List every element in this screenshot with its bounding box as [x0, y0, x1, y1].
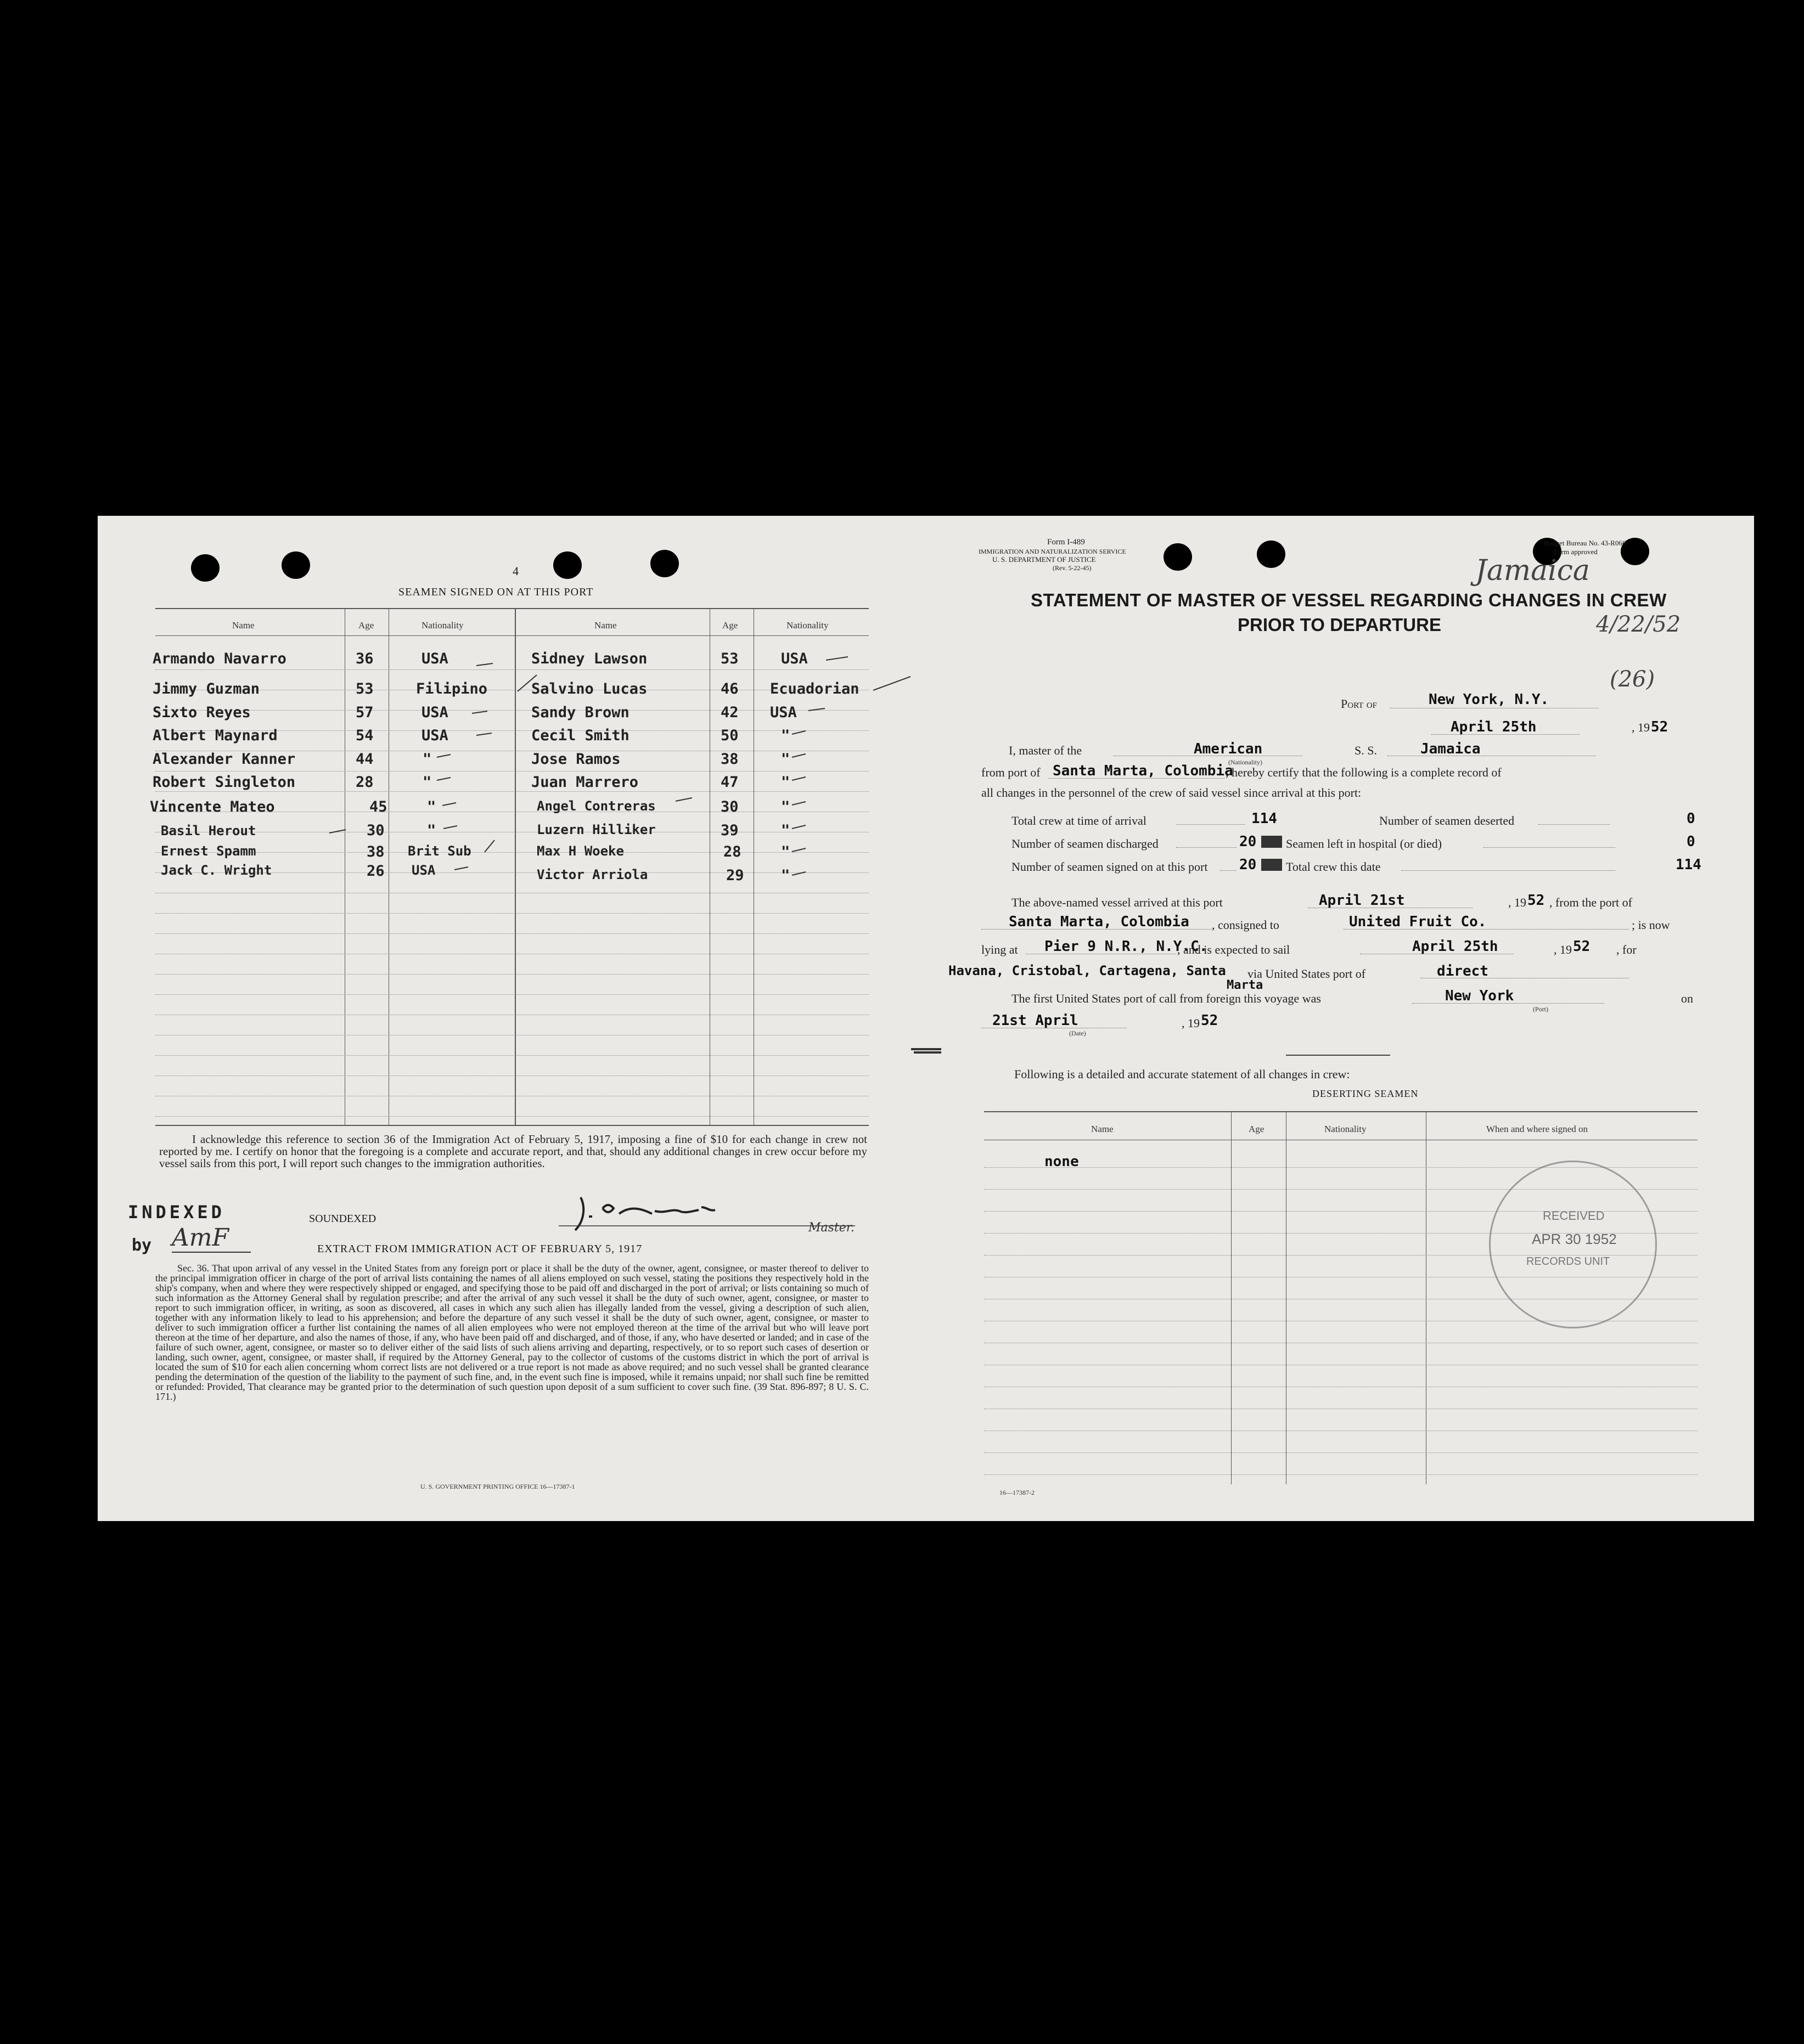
seaman-nationality: Ecuadorian	[770, 680, 859, 697]
seaman-name: Jack C. Wright	[161, 863, 272, 878]
year-prefix: , 19	[1182, 1016, 1200, 1030]
seaman-age: 44	[356, 751, 374, 768]
seaman-name: Victor Arriola	[537, 867, 648, 882]
header-age: Age	[358, 620, 374, 630]
seaman-nationality: USA	[422, 727, 448, 744]
row-rule	[155, 994, 869, 995]
discharged-value: 20	[1239, 834, 1257, 850]
seaman-nationality: "	[781, 867, 790, 884]
form-number: Form I-489	[1047, 538, 1085, 547]
agency-line-1: IMMIGRATION AND NATURALIZATION SERVICE	[979, 548, 1126, 555]
seaman-age: 54	[356, 727, 374, 744]
seaman-age: 38	[367, 843, 385, 860]
hospital-label: Seamen left in hospital (or died)	[1286, 837, 1442, 851]
seaman-nationality: "	[423, 774, 432, 791]
left-page	[98, 516, 924, 1521]
lying-label: lying at	[981, 943, 1018, 956]
seaman-name: Jimmy Guzman	[153, 680, 260, 697]
from-port-line	[1049, 778, 1224, 779]
divider-rule	[1286, 1055, 1390, 1056]
consigned-label: , consigned to	[1212, 918, 1279, 932]
printing-office: U. S. GOVERNMENT PRINTING OFFICE 16—17387-1	[420, 1483, 575, 1490]
soundexed-stamp: SOUNDEXED	[309, 1213, 376, 1225]
seaman-nationality: "	[781, 727, 790, 744]
sail-year: 52	[1573, 938, 1591, 955]
from-port-of-label: , from the port of	[1549, 896, 1632, 909]
seaman-nationality: "	[427, 822, 436, 839]
master-label: Master.	[808, 1221, 855, 1235]
dot-leader	[1220, 870, 1237, 871]
lying-value: Pier 9 N.R., N.Y.C.	[1044, 938, 1208, 955]
row-rule	[155, 1055, 869, 1056]
signed-on-label: Number of seamen signed on at this port	[1011, 860, 1208, 874]
seaman-nationality: USA	[422, 704, 448, 721]
first-port-value: New York	[1445, 988, 1514, 1004]
seaman-name: Albert Maynard	[153, 727, 278, 744]
seaman-name: Sixto Reyes	[153, 704, 251, 721]
row-rule	[155, 933, 869, 934]
seaman-age: 57	[356, 704, 374, 721]
acknowledgment-text: I acknowledge this reference to section 36 of the Immigration Act of February 5, 1917, imposing a fine of $10 for each change in crew not reported by me. I certify on honor that the foregoing is a complete and accurate report, and that, should any additional changes in crew occur before my vessel sails from this port, I will report such changes to the immigration authorities.	[159, 1133, 867, 1170]
on-label: on	[1681, 992, 1693, 1005]
handwritten-ship: Jamaica	[1475, 554, 1590, 587]
port-value: New York, N.Y.	[1429, 691, 1549, 708]
arrived-from: Santa Marta, Colombia	[1009, 914, 1189, 930]
arrived-from-line	[981, 929, 1212, 930]
header-age: Age	[722, 620, 738, 630]
seaman-age: 36	[356, 650, 374, 667]
dot-leader	[1538, 824, 1610, 825]
header-name: Name	[594, 620, 617, 630]
indexed-by: by	[132, 1236, 152, 1255]
indexed-stamp: INDEXED	[128, 1202, 225, 1223]
seaman-nationality: "	[781, 822, 790, 839]
form-approved: Form approved	[1554, 548, 1598, 556]
arrived-label: The above-named vessel arrived at this port	[1011, 896, 1223, 909]
seaman-age: 39	[721, 822, 739, 839]
header-when-where: When and where signed on	[1486, 1124, 1588, 1134]
printing-code: 16—17387-2	[999, 1489, 1035, 1496]
master-of-label: I, master of the	[1009, 744, 1082, 757]
from-port-label: from port of	[981, 765, 1041, 779]
seaman-name: Juan Marrero	[531, 774, 639, 791]
nationality-caption: (Nationality)	[1228, 758, 1262, 766]
header-name: Name	[1091, 1124, 1114, 1134]
first-port-line	[1412, 1003, 1604, 1004]
date-line	[1431, 734, 1580, 735]
port-caption: (Port)	[1533, 1005, 1548, 1013]
header-nationality: Nationality	[422, 620, 464, 630]
seaman-age: 42	[721, 704, 739, 721]
struck-out-digits	[1261, 859, 1282, 871]
form-title: STATEMENT OF MASTER OF VESSEL REGARDING CHANGES IN CREW	[1031, 590, 1667, 610]
punch-hole	[1257, 540, 1285, 568]
seaman-name: Basil Herout	[161, 823, 256, 838]
dot-leader	[1483, 847, 1615, 848]
date-value: April 25th	[1451, 719, 1537, 735]
deserted-value: 0	[1687, 810, 1695, 827]
seaman-nationality: USA	[422, 650, 448, 667]
hospital-value: 0	[1687, 834, 1695, 850]
header-age: Age	[1249, 1124, 1265, 1134]
discharged-label: Number of seamen discharged	[1011, 837, 1159, 851]
date-year-prefix: , 19	[1632, 720, 1650, 734]
destinations-2: Marta	[1227, 978, 1263, 992]
sail-date: April 25th	[1412, 938, 1498, 955]
indexed-initials: AmF	[172, 1224, 251, 1253]
header-nationality: Nationality	[1324, 1124, 1367, 1134]
expected-label: , and is expected to sail	[1177, 943, 1290, 956]
seaman-nationality: Brit Sub	[408, 843, 471, 859]
deserting-entry: none	[1044, 1153, 1079, 1170]
seaman-age: 46	[721, 680, 739, 697]
header-name: Name	[232, 620, 255, 630]
binding-mark	[908, 1043, 947, 1059]
via-value: direct	[1437, 963, 1488, 979]
handwritten-date: 4/22/52	[1596, 612, 1681, 637]
seaman-age: 45	[369, 798, 387, 815]
certify-text: , hereby certify that the following is a complete record of	[1226, 765, 1502, 779]
destinations: Havana, Cristobal, Cartagena, Santa	[948, 963, 1226, 978]
seaman-age: 30	[721, 798, 739, 815]
seaman-name: Max H Woeke	[537, 843, 624, 859]
via-label: via United States port of	[1247, 967, 1366, 981]
following-text: Following is a detailed and accurate statement of all changes in crew:	[1014, 1067, 1350, 1081]
form-revision: (Rev. 5-22-45)	[1053, 564, 1092, 572]
ss-label: S. S.	[1355, 744, 1377, 757]
signed-on-value: 20	[1239, 857, 1257, 873]
form-subtitle: PRIOR TO DEPARTURE	[1238, 615, 1441, 635]
seaman-age: 53	[721, 650, 739, 667]
table-top-rule	[984, 1111, 1698, 1112]
for-label: , for	[1616, 943, 1637, 956]
punch-hole	[1164, 543, 1192, 571]
seaman-name: Jose Ramos	[531, 751, 621, 768]
seaman-name: Salvino Lucas	[531, 680, 648, 697]
total-arrival-value: 114	[1251, 810, 1277, 827]
extract-text: Sec. 36. That upon arrival of any vessel in the United States from any foreign port or place it shall be the duty of the owner, agent, consignee, or master thereof to deliver to the principal immigration officer in charge of the port of arrival lists containing the names of all aliens employed on such vessel, stating the positions they respectively hold in the ship's company, when and where they were respectively shipped or engaged, and specifying those to be paid off and discharged in the port of arrival; or lists containing so much of such information as the Attorney General shall by regulation prescribe; and after the arrival of any such vessel it shall be the duty of such owner, agent, consignee, or master to report to such immigration officer, in writing, as soon as discovered, all cases in which any such alien has illegally landed from the vessel, giving a description of such alien, together with any information likely to lead to his apprehension; and before the departure of any such vessel it shall be the duty of such owner, agent, consignee, or master to deliver to such immigration officer a further list containing the names of all alien employees who were not employed thereon at the time of the arrival but who will leave port thereon at the time of her departure, and also the names of those, if any, who have been paid off and discharged, and of those, if any, who have deserted or landed; and in case of the failure of such owner, agent, consignee, or master so to deliver either of the said lists of such aliens arriving and departing, respectively, or to so report such cases of desertion or landing, such owner, agent, consignee, or master shall, if required by the Attorney General, pay to the collector of customs of the customs district in which the port of arrival is located the sum of $10 for each alien concerning whom correct lists are not delivered or a true report is not made as above required; and no such vessel shall be granted clearance pending the determination of the question of the liability to the payment of such fine, and, in the event such fine is imposed, while it remains unpaid; nor shall such fine be remitted or refunded: Provided, That clearance may be granted prior to the determination of such question upon deposit of a sum sufficient to cover such fine. (39 Stat. 896-897; 8 U. S. C. 171.)	[155, 1263, 869, 1402]
from-port-value: Santa Marta, Colombia	[1053, 763, 1233, 779]
deserted-label: Number of seamen deserted	[1379, 814, 1515, 827]
seaman-name: Armando Navarro	[153, 650, 286, 667]
seaman-age: 30	[367, 822, 385, 839]
row-rule	[155, 1116, 869, 1117]
total-arrival-label: Total crew at time of arrival	[1011, 814, 1147, 827]
received-stamp	[1489, 1161, 1657, 1328]
table-bottom-rule	[155, 1125, 869, 1126]
extract-title: EXTRACT FROM IMMIGRATION ACT OF FEBRUARY 5, 1917	[317, 1243, 643, 1255]
seaman-name: Angel Contreras	[537, 798, 656, 814]
is-now: ; is now	[1632, 918, 1670, 932]
seaman-name: Cecil Smith	[531, 727, 630, 744]
seaman-nationality: "	[781, 774, 790, 791]
seaman-nationality: "	[427, 798, 436, 815]
section-title: SEAMEN SIGNED ON AT THIS PORT	[398, 586, 594, 598]
first-port-label: The first United States port of call from foreign this voyage was	[1011, 992, 1321, 1005]
total-date-label: Total crew this date	[1286, 860, 1381, 874]
row-rule	[984, 1452, 1698, 1453]
agency-line-2: U. S. DEPARTMENT OF JUSTICE	[992, 555, 1096, 564]
seaman-age: 28	[723, 843, 741, 860]
stamp-date: APR 30 1952	[1532, 1231, 1617, 1247]
dot-leader	[1176, 824, 1245, 825]
seaman-age: 47	[721, 774, 739, 791]
first-date: 21st April	[992, 1012, 1078, 1029]
page-number: 4	[513, 564, 519, 578]
handwritten-number: (26)	[1610, 667, 1655, 692]
seaman-nationality: "	[781, 798, 790, 815]
seaman-name: Vincente Mateo	[150, 798, 275, 815]
dot-leader	[1176, 847, 1237, 848]
seaman-nationality: USA	[770, 704, 797, 721]
seaman-nationality: USA	[781, 650, 808, 667]
seaman-name: Alexander Kanner	[153, 751, 296, 768]
seaman-name: Sidney Lawson	[531, 650, 648, 667]
consignee: United Fruit Co.	[1349, 914, 1487, 930]
budget-bureau: Budget Bureau No. 43-R066	[1544, 539, 1626, 547]
seaman-name: Ernest Spamm	[161, 843, 256, 859]
seaman-age: 26	[367, 863, 385, 880]
dot-leader	[1401, 870, 1615, 871]
check-marks	[98, 516, 924, 900]
arrived-value: April 21st	[1319, 892, 1405, 909]
year-prefix: , 19	[1554, 943, 1572, 956]
seaman-nationality: "	[781, 751, 790, 768]
seaman-age: 53	[356, 680, 374, 697]
stamp-received: RECEIVED	[1543, 1209, 1605, 1223]
date-caption: (Date)	[1069, 1029, 1086, 1037]
ship-name: Jamaica	[1420, 741, 1481, 757]
certify-text-2: all changes in the personnel of the crew of said vessel since arrival at this port:	[981, 786, 1362, 799]
year-prefix: , 19	[1508, 896, 1526, 909]
seaman-name: Luzern Hilliker	[537, 822, 656, 837]
row-rule	[155, 974, 869, 975]
stamp-unit: RECORDS UNIT	[1526, 1255, 1610, 1268]
seaman-age: 38	[721, 751, 739, 768]
seaman-name: Sandy Brown	[531, 704, 630, 721]
right-page	[924, 516, 1754, 1521]
seaman-nationality: "	[781, 843, 790, 860]
row-rule	[155, 913, 869, 914]
arrived-year: 52	[1527, 892, 1545, 909]
header-nationality: Nationality	[786, 620, 829, 630]
seaman-nationality: USA	[412, 863, 436, 878]
seaman-age: 50	[721, 727, 739, 744]
total-date-value: 114	[1676, 857, 1701, 873]
seaman-nationality: "	[423, 751, 432, 768]
port-label: Port of	[1341, 697, 1378, 711]
seaman-name: Robert Singleton	[153, 774, 296, 791]
nationality-value: American	[1194, 741, 1263, 757]
seaman-age: 28	[356, 774, 374, 791]
date-year: 52	[1651, 719, 1668, 735]
first-year: 52	[1201, 1012, 1218, 1029]
seaman-nationality: Filipino	[416, 680, 488, 697]
consignee-line	[1344, 929, 1629, 930]
struck-out-digits	[1261, 836, 1282, 848]
seaman-age: 29	[726, 867, 744, 884]
deserting-title: DESERTING SEAMEN	[1312, 1088, 1419, 1099]
row-rule	[984, 1474, 1698, 1475]
